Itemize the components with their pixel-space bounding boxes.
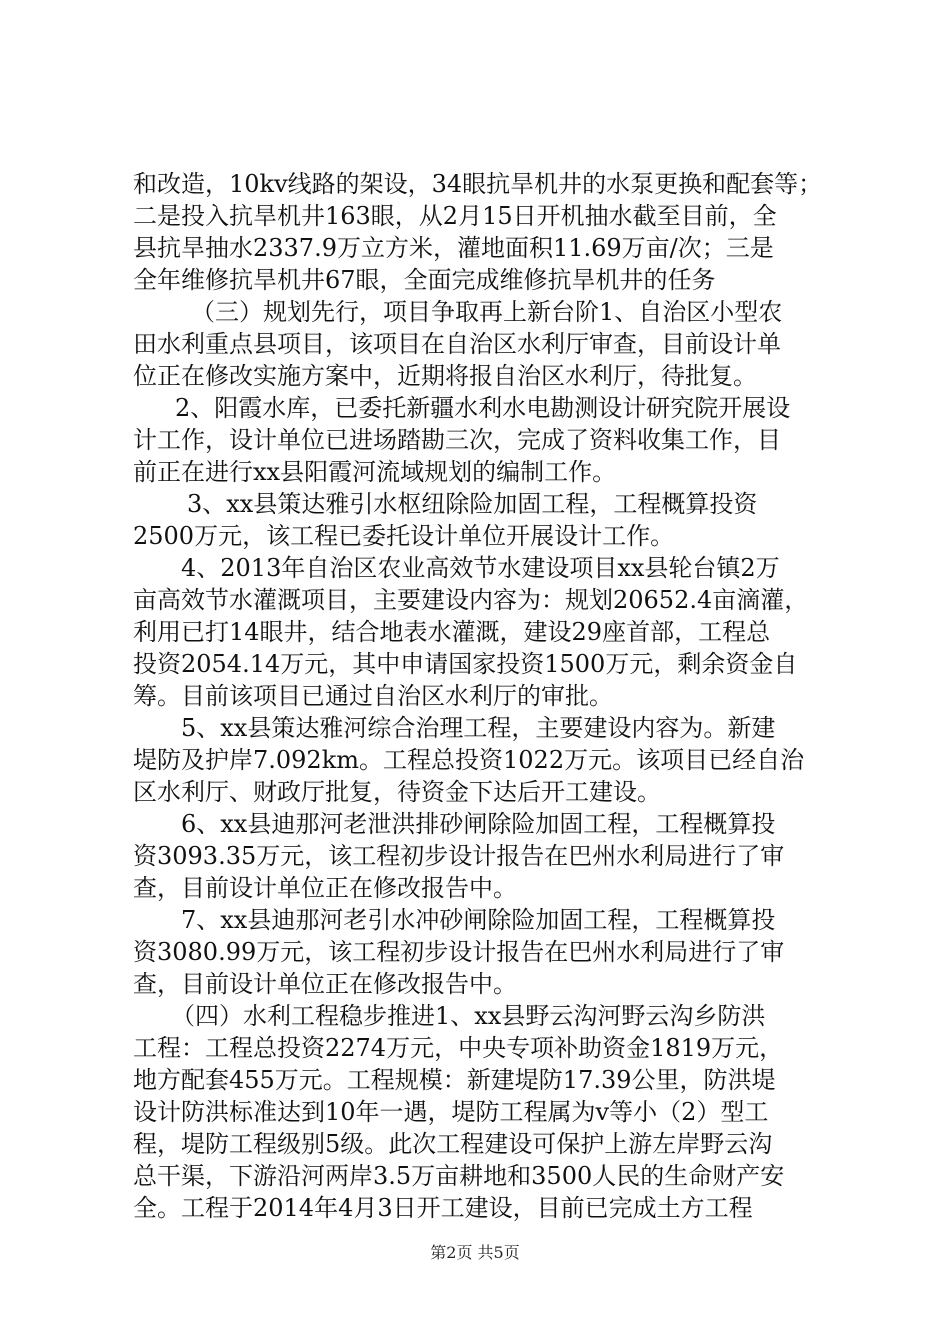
text-line: 资3080.99万元，该工程初步设计报告在巴州水利局进行了审 bbox=[133, 938, 785, 966]
text-line: 5、xx县策达雅河综合治理工程，主要建设内容为。新建 bbox=[181, 714, 776, 742]
text-line: 总干渠，下游沿河两岸3.5万亩耕地和3500人民的生命财产安 bbox=[133, 1162, 785, 1190]
text-line: 6、xx县迪那河老泄洪排砂闸除险加固工程，工程概算投 bbox=[181, 810, 776, 838]
text-line: 投资2054.14万元，其中申请国家投资1500万元，剩余资金自 bbox=[133, 650, 798, 678]
text-line: 资3093.35万元，该工程初步设计报告在巴州水利局进行了审 bbox=[133, 842, 785, 870]
page-footer: 第2页 共5页 bbox=[430, 1243, 520, 1262]
text-line: 设计防洪标准达到10年一遇，堤防工程属为v等小（2）型工 bbox=[133, 1098, 769, 1126]
text-line: 2、阳霞水库，已委托新疆水利水电勘测设计研究院开展设 bbox=[175, 394, 791, 422]
text-line: 地方配套455万元。工程规模：新建堤防17.39公里，防洪堤 bbox=[133, 1066, 776, 1094]
document-body bbox=[133, 168, 828, 1224]
text-line: 和改造，10kv线路的架设，34眼抗旱机井的水泵更换和配套等； bbox=[133, 170, 823, 198]
text-line: （三）规划先行，项目争取再上新台阶1、自治区小型农 bbox=[191, 298, 783, 326]
text-line: 筹。目前该项目已通过自治区水利厅的审批。 bbox=[133, 682, 613, 710]
text-line: 前正在进行xx县阳霞河流域规划的编制工作。 bbox=[133, 458, 617, 486]
text-line: 4、2013年自治区农业高效节水建设项目xx县轮台镇2万 bbox=[181, 554, 780, 582]
text-line: 全。工程于2014年4月3日开工建设，目前已完成土方工程 bbox=[133, 1194, 753, 1222]
text-line: 工程：工程总投资2274万元，中央专项补助资金1819万元， bbox=[133, 1034, 784, 1062]
text-line: 利用已打14眼井，结合地表水灌溉，建设29座首部，工程总 bbox=[133, 618, 771, 646]
text-line: 亩高效节水灌溉项目，主要建设内容为：规划20652.4亩滴灌， bbox=[133, 586, 809, 614]
text-line: 堤防及护岸7.092km。工程总投资1022万元。该项目已经自治 bbox=[133, 746, 805, 774]
text-line: （四）水利工程稳步推进1、xx县野云沟河野云沟乡防洪 bbox=[171, 1002, 766, 1030]
text-line: 区水利厅、财政厅批复，待资金下达后开工建设。 bbox=[133, 778, 661, 806]
text-line: 位正在修改实施方案中，近期将报自治区水利厅，待批复。 bbox=[133, 362, 757, 390]
text-line: 查，目前设计单位正在修改报告中。 bbox=[133, 970, 517, 998]
text-line: 县抗旱抽水2337.9万立方米，灌地面积11.69万亩/次；三是 bbox=[133, 234, 774, 262]
text-line: 3、xx县策达雅引水枢纽除险加固工程，工程概算投资 bbox=[187, 490, 758, 518]
text-line: 程，堤防工程级别5级。此次工程建设可保护上游左岸野云沟 bbox=[133, 1130, 773, 1158]
text-line: 查，目前设计单位正在修改报告中。 bbox=[133, 874, 517, 902]
text-line: 计工作，设计单位已进场踏勘三次，完成了资料收集工作，目 bbox=[133, 426, 781, 454]
text-line: 2500万元，该工程已委托设计单位开展设计工作。 bbox=[133, 522, 675, 550]
text-line: 全年维修抗旱机井67眼，全面完成维修抗旱机井的任务 bbox=[133, 266, 716, 294]
text-line: 田水利重点县项目，该项目在自治区水利厅审查，目前设计单 bbox=[133, 330, 781, 358]
text-line: 7、xx县迪那河老引水冲砂闸除险加固工程，工程概算投 bbox=[181, 906, 776, 934]
text-line: 二是投入抗旱机井163眼，从2月15日开机抽水截至目前，全 bbox=[133, 202, 777, 230]
